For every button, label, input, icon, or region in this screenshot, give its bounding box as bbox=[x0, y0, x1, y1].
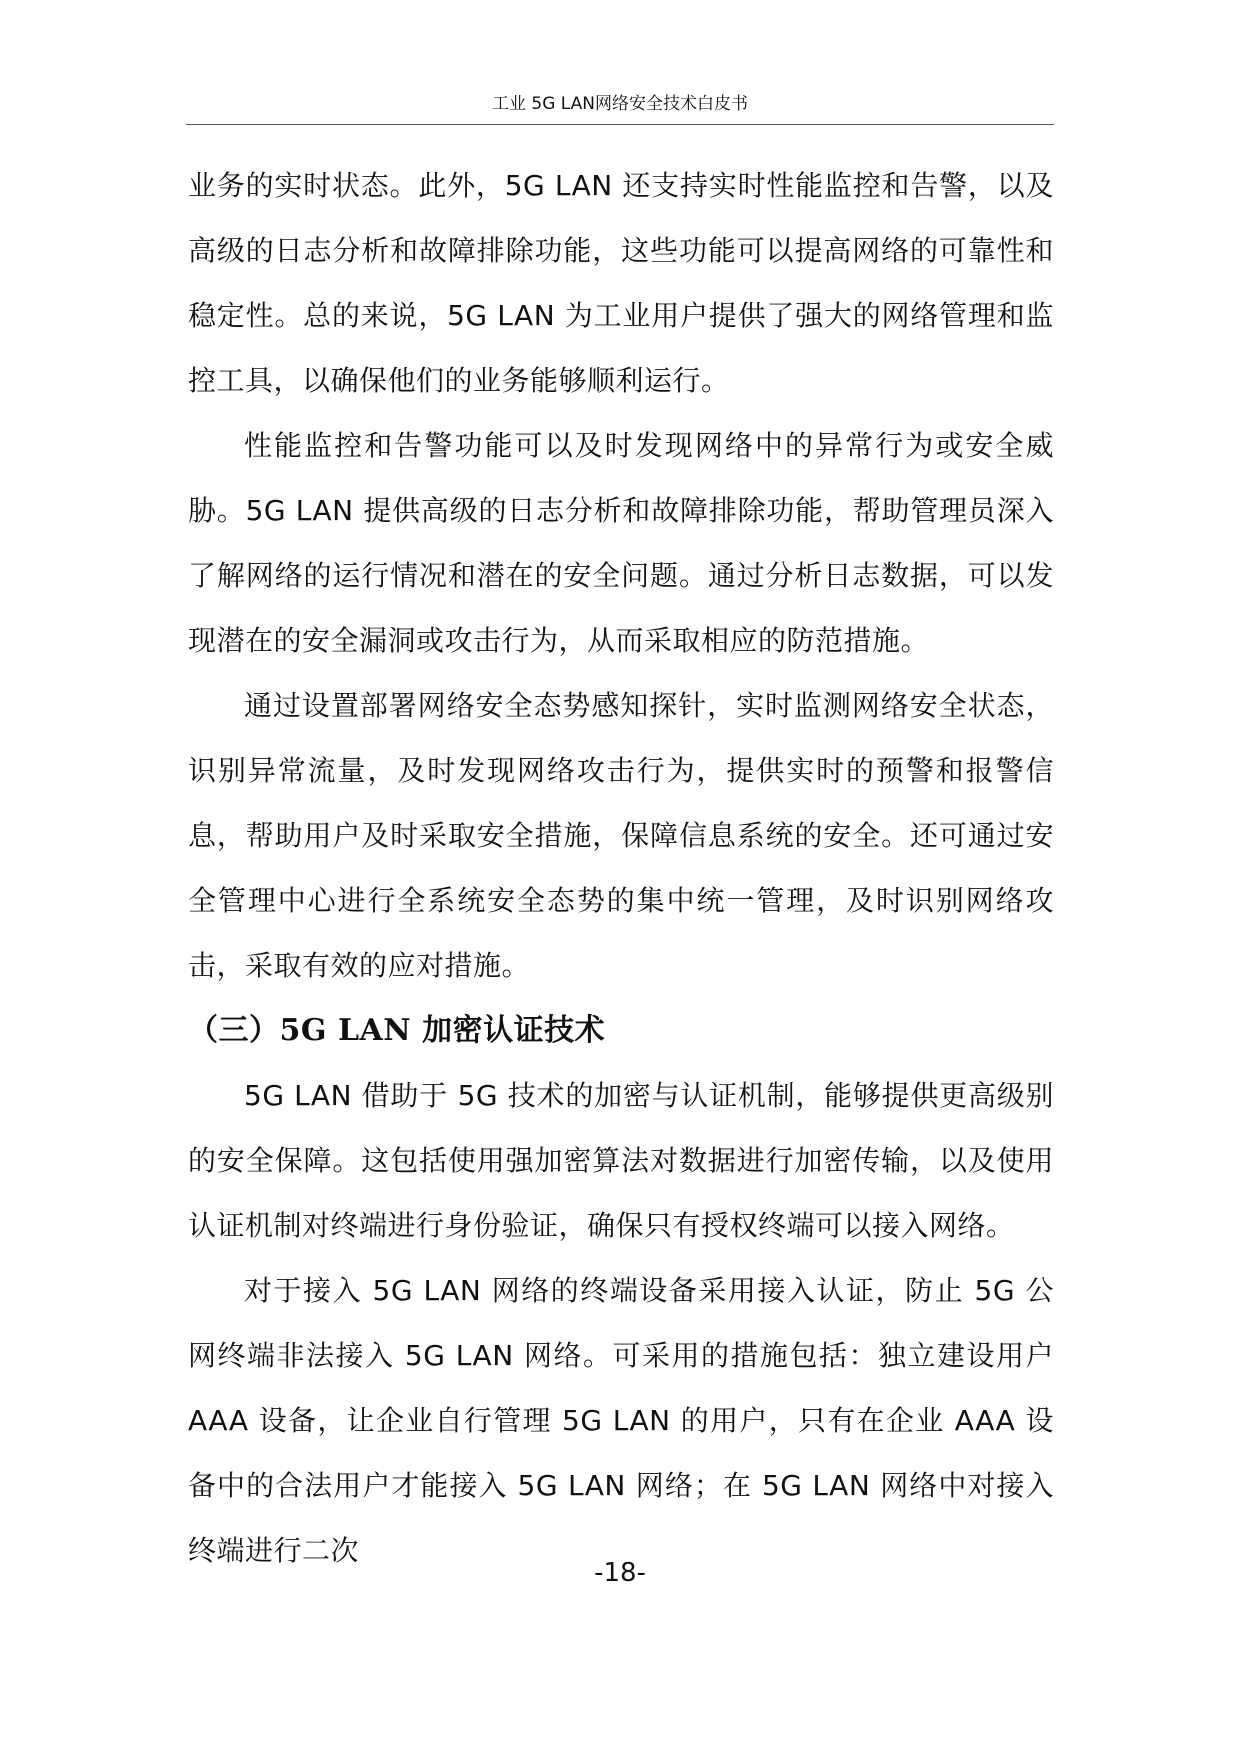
paragraph-situational-awareness: 通过设置部署网络安全态势感知探针，实时监测网络安全状态，识别异常流量，及时发现网络攻击行为，提供实时的预警和报警信息，帮助用户及时采取安全措施，保障信息系统的安全。还可通过安全管理中心进行全系统安全态势的集中统一管理，及时识别网络攻击，采取有效的应对措施。 bbox=[188, 689, 1054, 982]
paragraph-performance-monitoring: 性能监控和告警功能可以及时发现网络中的异常行为或安全威胁。5G LAN 提供高级的日志分析和故障排除功能，帮助管理员深入了解网络的运行情况和潜在的安全问题。通过分析日志数据，可以发现潜在的安全漏洞或攻击行为，从而采取相应的防范措施。 bbox=[188, 429, 1054, 657]
body-content bbox=[188, 153, 1054, 1583]
section-heading: （三）5G LAN 加密认证技术 bbox=[188, 1013, 606, 1048]
header-divider bbox=[186, 124, 1054, 125]
running-header-title: 工业 5G LAN网络安全技术白皮书 bbox=[491, 94, 748, 114]
paragraph-encryption-auth: 5G LAN 借助于 5G 技术的加密与认证机制，能够提供更高级别的安全保障。这包括使用强加密算法对数据进行加密传输，以及使用认证机制对终端进行身份验证，确保只有授权终端可以接入网络。 bbox=[188, 1079, 1054, 1242]
page-number: -18- bbox=[594, 1558, 646, 1588]
paragraph-access-authentication: 对于接入 5G LAN 网络的终端设备采用接入认证，防止 5G 公网终端非法接入 5G LAN 网络。可采用的措施包括：独立建设用户 AAA 设备，让企业自行管理 5G LAN 的用户，只有在企业 AAA 设备中的合法用户才能接入 5G LAN 网络；在 5G LAN 网络中对接入终端进行二次 bbox=[188, 1274, 1054, 1567]
paragraph-continuation: 业务的实时状态。此外，5G LAN 还支持实时性能监控和告警，以及高级的日志分析和故障排除功能，这些功能可以提高网络的可靠性和稳定性。总的来说，5G LAN 为工业用户提供了强大的网络管理和监控工具，以确保他们的业务能够顺利运行。 bbox=[188, 169, 1054, 397]
